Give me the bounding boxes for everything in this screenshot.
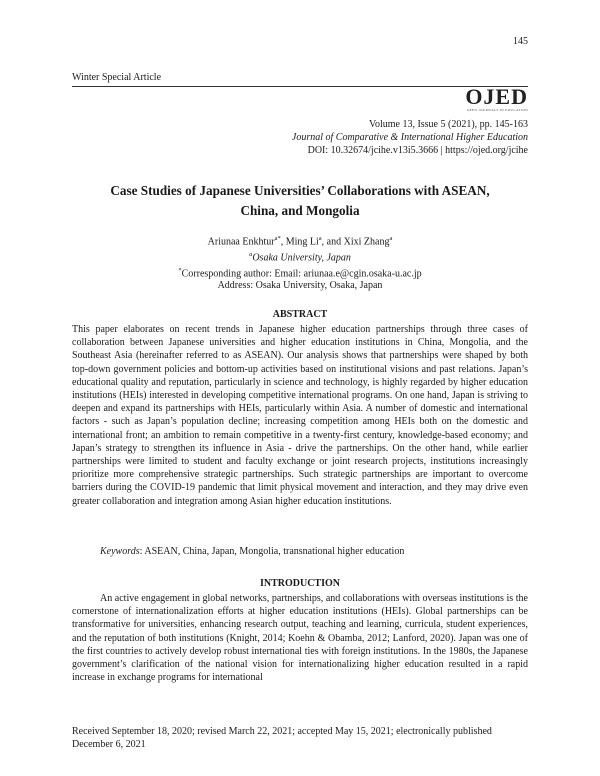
article-title: [72, 181, 528, 221]
volume-line: Volume 13, Issue 5 (2021), pp. 145-163: [369, 119, 528, 130]
journal-meta: [148, 118, 528, 157]
introduction-text: An active engagement in global networks, partnerships, and collaborations with overseas institutions is the cornerstone of internationalization efforts at higher education institutions (HEIs). Global partnerships can be transformative for universities, enhancing research output, teaching and learning, curricula, student experiences, and the reputation of both institutions (Knight, 2014; Koehn & Obamba, 2012; Lanford, 2020). Japan was one of the first countries to actively develop robust international ties with foreign institutions. In the 1980s, the Japanese government’s clarification of the national vision for internationalizing higher education resulted in a rapid increase in exchange programs for international: [72, 593, 528, 684]
title-line-1: Case Studies of Japanese Universities’ Collaborations with ASEAN,: [110, 183, 490, 198]
doi-line: DOI: 10.32674/jcihe.v13i5.3666 | https://ojed.org/jcihe: [307, 145, 528, 156]
affiliation: $^a$Osaka University, Japan: [249, 250, 351, 264]
section-label: Winter Special Article: [72, 72, 162, 83]
author-superscript: a: [389, 235, 393, 242]
corresponding-author: *Corresponding author: Email: ariunaa.e@cgin.osaka-u.ac.jp: [178, 266, 422, 279]
title-line-2: China, and Mongolia: [240, 203, 360, 218]
keywords-text: : ASEAN, China, Japan, Mongolia, transnational higher education: [139, 546, 405, 557]
abstract-heading: ABSTRACT: [272, 309, 328, 320]
keywords-label: Keywords: [100, 546, 140, 557]
journal-logo: [456, 86, 528, 112]
author-name: Xixi Zhang: [343, 236, 390, 248]
logo-subtext: OPEN JOURNALS IN EDUCATION: [466, 108, 528, 112]
received-dates-footnote: Received September 18, 2020; revised March 22, 2021; accepted May 15, 2021; electronically published December 6, 2021: [72, 726, 492, 751]
author-superscript: a*: [274, 235, 281, 242]
abstract-text: This paper elaborates on recent trends in Japanese higher education partnerships through three cases of collaboration between Japanese universities and higher education institutions in China, Mongolia, and the Southeast Asia (hereinafter referred to as ASEAN). Our analysis shows that partnerships were shaped by both top-down government policies and bottom-up activities based on institutional visions and past relations. Japan’s educational quality and reputation, particularly in science and technology, is highly regarded by higher education institutions (HEIs) interested in developing competitive international programs. On one hand, Japan is striving to deepen and expand its partnerships with HEIs, particularly within Asia. A number of domestic and international factors - such as Japan’s population decline; increasing competition among HEIs both on the domestic and international front; an ambition to remain competitive in a twenty-first century, knowledge-based economy; and Japan’s strategy to strengthen its influence in Asia - drive the partnerships. On the other hand, while earlier partnerships were limited to student and faculty exchange or joint research projects, institutions increasingly prioritize more comprehensive strategic partnerships. Such strategic partnerships are important to overcome barriers during the COVID-19 pandemic that limit physical movement and interaction, and they may drive even greater collaboration and integration among Asian higher education institutions.: [72, 324, 528, 507]
keywords: [100, 546, 528, 557]
address: Address: Osaka University, Osaka, Japan: [217, 280, 383, 292]
author-name: Ariunaa Enkhtur: [207, 236, 275, 248]
introduction-heading: INTRODUCTION: [259, 578, 340, 589]
author-name: Ming Li: [285, 236, 319, 248]
author-superscript: a: [318, 235, 322, 242]
page-number: 145: [513, 36, 528, 47]
logo-mark: OJED: [465, 84, 528, 109]
author-block: [72, 233, 528, 293]
author-list: Ariunaa Enkhtur$^{a*}$, Ming Li$^a$, and Xixi Zhang$^a$: [207, 235, 393, 248]
journal-name: Journal of Comparative & International Higher Education: [291, 132, 528, 143]
